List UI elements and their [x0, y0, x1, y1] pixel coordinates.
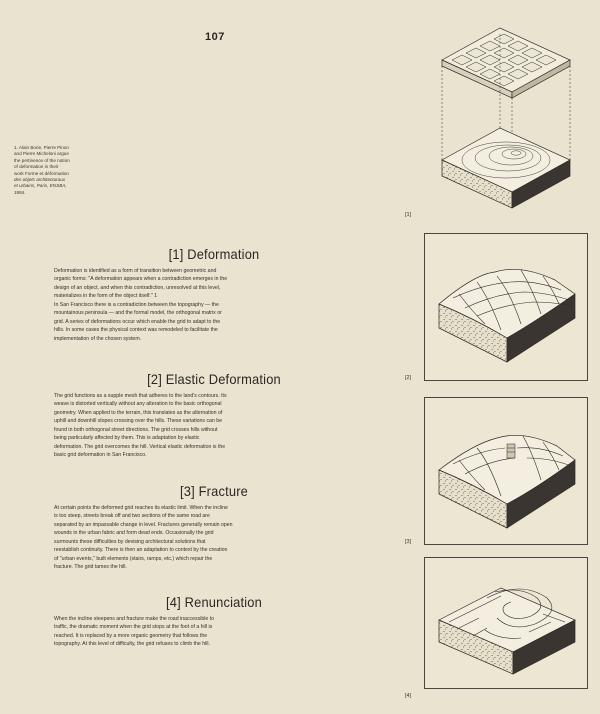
- body-line: organic forms: "A deformation appears when a contradiction emerges in the: [54, 276, 228, 283]
- section-deformation: [54, 246, 374, 343]
- body-line: being particularly affected by them. This is adaptation by elastic: [54, 435, 200, 442]
- body-line: weave is distorted vertically without any alteration to the basic orthogonal: [54, 401, 222, 408]
- body-line: traffic, the dramatic moment when the grid stops at the foot of a hill is: [54, 624, 213, 631]
- body-line: mountainous peninsula — and the formal model, the orthogonal matrix or: [54, 310, 222, 317]
- figure-3-frame: [424, 397, 588, 545]
- body-line: In San Francisco there is a contradiction between the topography — the: [54, 301, 219, 308]
- footnote-line: work Forme et déformation: [14, 170, 69, 176]
- body-line: separated by an impassable change in level. Fractures generally remain open: [54, 521, 233, 528]
- body-line: basic grid deformation in San Francisco.: [54, 452, 147, 459]
- body-line: materializes in the form of the object itself." 1: [54, 293, 158, 300]
- figure-1-exploded-grid-diagram: [422, 20, 590, 210]
- terrain-block: [442, 128, 570, 208]
- figure-label: [3]: [405, 539, 412, 545]
- body-line: reestablish continuity. There is then an adaptation to context by the creation: [54, 547, 228, 554]
- body-line: reached. It is replaced by a more organic geometry that follows the: [54, 632, 208, 639]
- footnote-line: 1. Alain Borie, Pierre Pinon: [14, 145, 69, 150]
- fracture-stairs: [507, 444, 515, 458]
- footnote-line: the pertinence of the notion: [14, 157, 70, 163]
- footnote-line: et urbains, Paris, ENSBA,: [14, 183, 67, 189]
- figure-3-fracture-grid-diagram: [425, 398, 587, 544]
- footnote-line: of deformation in their: [14, 164, 59, 170]
- section-heading: [4] Renunciation: [165, 594, 263, 610]
- section-heading: [3] Fracture: [179, 483, 249, 499]
- body-line: surmounts these difficulties by devising architectural solutions that: [54, 538, 206, 545]
- section-heading: [1] Deformation: [168, 246, 260, 262]
- body-line: When the incline steepens and fracture make the road inaccessible to: [54, 616, 215, 622]
- section-fracture: [54, 483, 374, 572]
- page-number: 107: [205, 31, 225, 43]
- body-line: topography. At this level of difficulty, the grid refuses to climb the hill.: [54, 641, 210, 648]
- body-line: uphill and downhill slopes crossing over the hills. These variations can be: [54, 418, 223, 425]
- body-line: deformation. The grid overcomes the hill. Vertical elastic deformation is the: [54, 443, 226, 450]
- body-line: found in both orthogonal street directions. The grid crosses hills without: [54, 426, 218, 433]
- body-line: geometry. When applied to the terrain, this translates as the alternation of: [54, 409, 223, 416]
- figure-4-frame: [424, 557, 588, 689]
- body-line: of "urban events," built elements (stairs, ramps, etc.) which repair the: [54, 555, 213, 562]
- figure-label: [4]: [405, 693, 412, 699]
- section-body: [54, 267, 374, 343]
- footnote: [14, 145, 134, 196]
- body-line: design of an object, and when this contradiction, unresolved at this level,: [54, 284, 221, 291]
- section-body: [54, 615, 374, 649]
- figure-label: [2]: [405, 375, 412, 381]
- figure-2-elastic-grid-diagram: [425, 234, 587, 380]
- section-heading: [2] Elastic Deformation: [147, 371, 281, 387]
- section-renunciation: [54, 594, 374, 649]
- figure-2-frame: [424, 233, 588, 381]
- body-line: At certain points the deformed grid reaches its elastic limit. When the incline: [54, 505, 228, 511]
- body-line: The grid functions as a supple mesh that adheres to the land's contours. Its: [54, 393, 227, 399]
- section-elastic-deformation: [54, 371, 374, 460]
- section-body: [54, 504, 374, 572]
- footnote-line: and Pierre Micheloni argue: [14, 151, 69, 157]
- footnote-line: 1984.: [14, 189, 26, 195]
- body-line: Deformation is identified as a form of transition between geometric and: [54, 268, 217, 274]
- figure-label: [1]: [405, 212, 412, 218]
- body-line: grid. A series of deformations occur which enable the grid to adapt to the: [54, 318, 221, 325]
- body-line: implementation of the chosen system.: [54, 335, 142, 342]
- section-body: [54, 392, 374, 460]
- figure-4-renunciation-diagram: [425, 558, 587, 688]
- body-line: fracture. The grid tames the hill.: [54, 564, 127, 571]
- footnote-line: des objets architecturaux: [14, 177, 66, 183]
- body-line: hills. In some cases the physical context was remodeled to facilitate the: [54, 327, 218, 334]
- body-line: is too steep, streets break off and two sections of the same road are: [54, 513, 210, 520]
- body-line: wounds in the urban fabric and form dead ends. Occasionally the grid: [54, 530, 214, 537]
